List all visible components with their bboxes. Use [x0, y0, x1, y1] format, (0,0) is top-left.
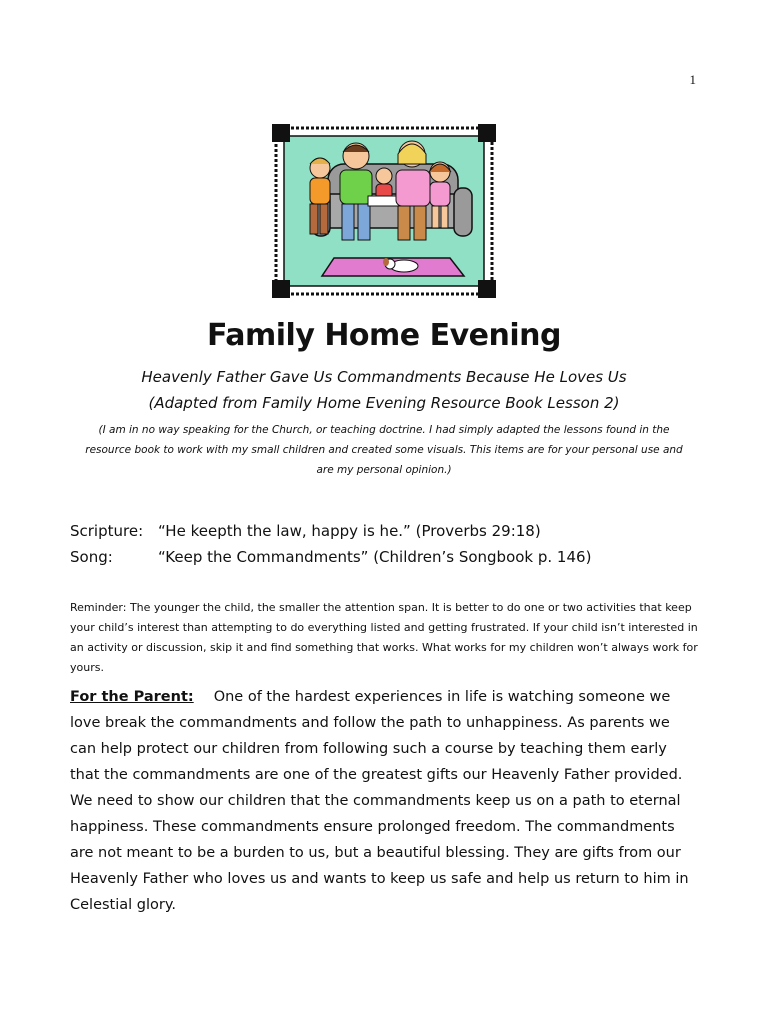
lesson-subtitle: Heavenly Father Gave Us Commandments Because He Loves Us: [141, 368, 627, 386]
for-parent-label: For the Parent:: [70, 689, 194, 705]
family-on-couch-icon: [272, 124, 496, 298]
scripture-label: Scripture:: [70, 522, 144, 540]
for-parent-paragraph: [70, 684, 698, 918]
reminder-paragraph: Reminder: The younger the child, the smaller the attention span. It is better to do one or two activities that keep your child’s interest than attempting to do everything listed and getting frustrated. If your child isn’t interested in an activity or discussion, skip it and find something that works. What works for my children won’t always work for yours.: [70, 601, 698, 674]
lesson-source: (Adapted from Family Home Evening Resource Book Lesson 2): [148, 394, 620, 412]
page-title: Family Home Evening: [207, 318, 561, 353]
scripture-row: [70, 522, 541, 540]
song-text: “Keep the Commandments” (Children’s Songbook p. 146): [158, 548, 592, 566]
scripture-text: “He keepth the law, happy is he.” (Proverbs 29:18): [158, 522, 541, 540]
song-row: [70, 548, 591, 566]
family-illustration: [272, 124, 496, 298]
page-number: 1: [689, 72, 696, 87]
song-label: Song:: [70, 548, 113, 566]
disclaimer: (I am in no way speaking for the Church, or teaching doctrine. I had simply adapted the lessons found in the resource book to work with my small children and created some visuals. This items are for your personal use and are my personal opinion.): [85, 424, 683, 476]
for-parent-text: One of the hardest experiences in life is watching someone we love break the commandments and follow the path to unhappiness. As parents we can help protect our children from following such a course by teaching them early that the commandments are one of the greatest gifts our Heavenly Father provided. We need to show our children that the commandments keep us on a path to eternal happiness. These commandments ensure prolonged freedom. The commandments are not meant to be a burden to us, but a beautiful blessing. They are gifts from our Heavenly Father who loves us and wants to keep us safe and help us return to him in Celestial glory.: [70, 689, 689, 913]
